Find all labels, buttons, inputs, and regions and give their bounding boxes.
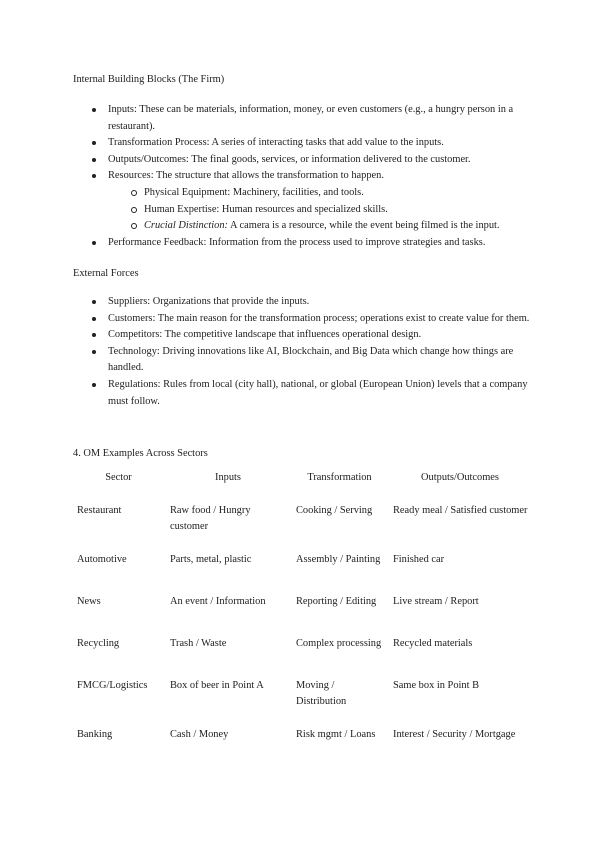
column-header-inputs: Inputs xyxy=(215,472,241,483)
table-row xyxy=(72,500,532,549)
internal-list xyxy=(0,102,540,251)
sub-list-item-text: Physical Equipment: Machinery, facilities, and tools. xyxy=(144,186,364,198)
list-item xyxy=(0,152,540,169)
cell-sector: Banking xyxy=(77,728,113,740)
list-item-text: Outputs/Outcomes: The final goods, services, or information delivered to the customer. xyxy=(108,153,471,165)
cell-inputs: Cash / Money xyxy=(170,728,229,740)
sub-list-item xyxy=(108,185,540,202)
table-row xyxy=(72,724,532,766)
column-header-outputs: Outputs/Outcomes xyxy=(421,472,499,483)
cell-transformation: Reporting / Editing xyxy=(296,595,377,607)
list-item xyxy=(0,377,540,410)
cell-inputs: Raw food / Hungry customer xyxy=(170,504,251,533)
list-item-text: Transformation Process: A series of interacting tasks that add value to the inputs. xyxy=(108,137,444,149)
cell-sector: News xyxy=(77,595,101,607)
external-list xyxy=(0,294,540,410)
list-item-text: Regulations: Rules from local (city hall), national, or global (European Union) levels that a company must follow. xyxy=(108,378,528,407)
column-header-transformation: Transformation xyxy=(307,472,372,483)
resources-sublist xyxy=(108,185,540,235)
list-item-text: Suppliers: Organizations that provide the inputs. xyxy=(108,296,310,307)
table-header-row xyxy=(72,466,532,500)
crucial-distinction-label: Crucial Distinction: xyxy=(144,220,228,232)
sub-list-item xyxy=(108,202,540,219)
cell-inputs: Box of beer in Point A xyxy=(170,679,264,691)
cell-inputs: Trash / Waste xyxy=(170,637,227,649)
cell-transformation: Complex processing xyxy=(296,637,382,649)
list-item xyxy=(0,344,540,377)
internal-heading: Internal Building Blocks (The Firm) xyxy=(73,74,225,85)
cell-outputs: Live stream / Report xyxy=(393,595,479,607)
cell-sector: Automotive xyxy=(77,553,127,565)
cell-outputs: Ready meal / Satisfied customer xyxy=(393,504,528,516)
list-item xyxy=(0,311,540,328)
list-item-text: Technology: Driving innovations like AI, Blockchain, and Big Data which change how things are handled. xyxy=(108,345,514,374)
column-header-sector: Sector xyxy=(105,472,132,483)
cell-inputs: Parts, metal, plastic xyxy=(170,553,252,565)
list-item xyxy=(0,235,540,252)
cell-sector: Restaurant xyxy=(77,504,122,516)
list-item-text: Inputs: These can be materials, information, money, or even customers (e.g., a hungry person in a restaurant). xyxy=(108,104,514,132)
table-row xyxy=(72,675,532,724)
list-item-text: Resources: The structure that allows the transformation to happen. xyxy=(108,170,384,182)
examples-heading: 4. OM Examples Across Sectors xyxy=(73,448,208,459)
list-item-text: Performance Feedback: Information from the process used to improve strategies and tasks. xyxy=(108,236,486,248)
sector-examples-table xyxy=(72,466,532,766)
list-item xyxy=(0,327,540,344)
sub-list-item-text: A camera is a resource, while the event being filmed is the input. xyxy=(228,220,500,232)
list-item-text: Competitors: The competitive landscape that influences operational design. xyxy=(108,329,422,341)
sub-list-item xyxy=(108,218,540,235)
cell-outputs: Same box in Point B xyxy=(393,679,480,691)
cell-outputs: Finished car xyxy=(393,553,445,565)
cell-inputs: An event / Information xyxy=(170,595,266,607)
cell-transformation: Risk mgmt / Loans xyxy=(296,728,376,740)
cell-transformation: Cooking / Serving xyxy=(296,504,373,516)
cell-outputs: Interest / Security / Mortgage xyxy=(393,728,516,740)
cell-sector: FMCG/Logistics xyxy=(77,679,148,691)
list-item xyxy=(0,168,540,234)
external-heading: External Forces xyxy=(73,268,139,279)
list-item xyxy=(0,135,540,152)
table-row xyxy=(72,633,532,675)
table-row xyxy=(72,591,532,633)
sub-list-item-text: Human Expertise: Human resources and specialized skills. xyxy=(144,203,388,215)
cell-sector: Recycling xyxy=(77,637,120,649)
list-item xyxy=(0,102,540,135)
table-row xyxy=(72,549,532,591)
list-item-text: Customers: The main reason for the transformation process; operations exist to create value for them. xyxy=(108,312,530,324)
cell-outputs: Recycled materials xyxy=(393,637,473,649)
cell-transformation: Moving / Distribution xyxy=(296,679,347,708)
cell-transformation: Assembly / Painting xyxy=(296,553,381,565)
list-item xyxy=(0,294,540,311)
